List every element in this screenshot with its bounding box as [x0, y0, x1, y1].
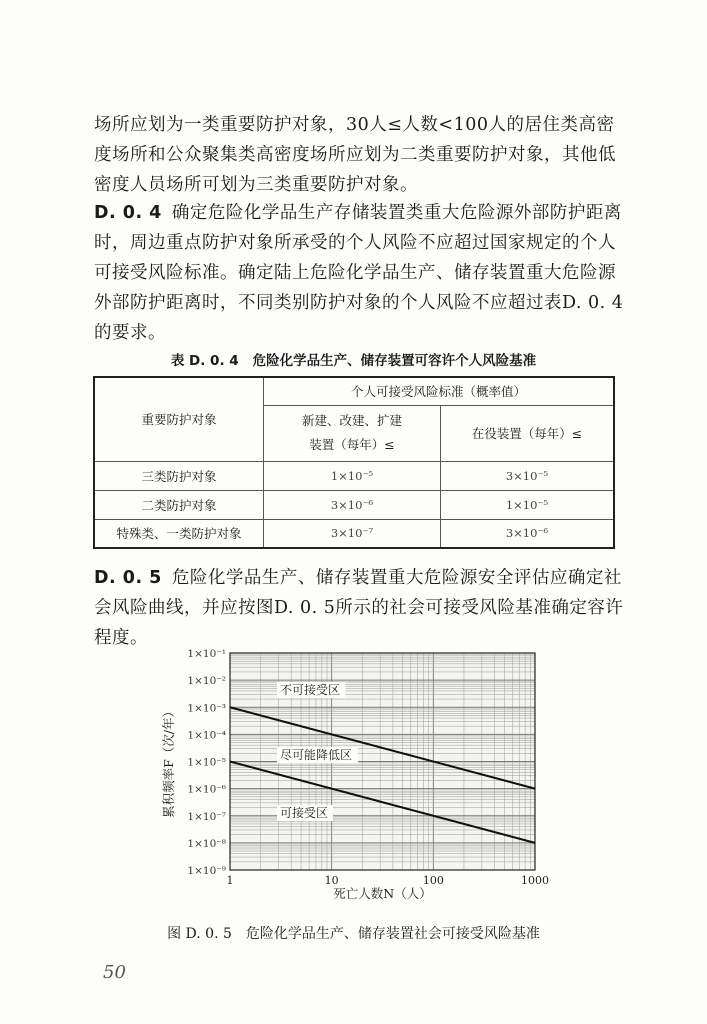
table-row	[94, 461, 614, 490]
table-number: 表 D. 0. 4	[170, 353, 239, 369]
clause-d04	[94, 198, 624, 348]
header-existing: 在役装置（每年）≤	[441, 405, 615, 461]
y-tick-label: 1×10⁻⁸	[187, 837, 226, 850]
clause-d05	[94, 563, 624, 653]
row-object: 三类防护对象	[94, 461, 264, 490]
y-tick-label: 1×10⁻⁶	[187, 783, 226, 796]
header-object: 重要防护对象	[94, 377, 264, 461]
paragraph-continued	[94, 110, 624, 200]
y-tick-label: 1×10⁻⁷	[187, 810, 226, 823]
x-tick-label: 10	[324, 874, 339, 887]
x-axis-label: 死亡人数N（人）	[333, 886, 432, 900]
risk-table	[93, 376, 615, 549]
figure-caption	[0, 923, 707, 943]
row-existing-value: 1×10⁻⁵	[441, 490, 615, 519]
y-tick-label: 1×10⁻⁹	[187, 865, 226, 877]
table-row	[94, 519, 614, 548]
annotation-text: 可接受区	[280, 806, 329, 820]
y-tick-label: 1×10⁻⁵	[187, 756, 226, 769]
clause-text: 确定危险化学品生产存储装置类重大危险源外部防护距离时，周边重点防护对象所承受的个人风险不应超过国家规定的个人可接受风险标准。确定陆上危险化学品生产、储存装置重大危险源外部防护距离时，不同类别防护对象的个人风险不应超过表D. 0. 4的要求。	[94, 203, 624, 343]
table-row	[94, 490, 614, 519]
y-tick-label: 1×10⁻³	[187, 702, 226, 715]
row-existing-value: 3×10⁻⁶	[441, 519, 615, 548]
x-tick-label: 1000	[521, 874, 549, 887]
social-risk-chart	[150, 645, 570, 900]
table-title: 危险化学品生产、储存装置可容许个人风险基准	[252, 353, 537, 369]
region-annotation	[277, 805, 333, 821]
row-new-value: 3×10⁻⁷	[264, 519, 441, 548]
y-tick-label: 1×10⁻⁴	[187, 729, 226, 742]
x-tick-label: 100	[422, 874, 444, 887]
row-new-value: 1×10⁻⁵	[264, 461, 441, 490]
annotation-text: 不可接受区	[280, 683, 341, 697]
clause-number: D. 0. 4	[94, 203, 162, 223]
annotation-text: 尽可能降低区	[280, 748, 353, 762]
region-annotation	[277, 682, 346, 698]
figure-number: 图 D. 0. 5	[167, 926, 232, 942]
x-tick-label: 1	[226, 874, 234, 887]
table-caption	[0, 349, 707, 369]
header-new	[264, 405, 441, 461]
y-tick-label: 1×10⁻²	[187, 675, 226, 688]
paragraph-text: 场所应划为一类重要防护对象，30人≤人数<100人的居住类高密度场所和公众聚集类高密度场所应划为二类重要防护对象，其他低密度人员场所可划为三类重要防护对象。	[94, 115, 616, 195]
clause-text: 危险化学品生产、储存装置重大危险源安全评估应确定社会风险曲线，并应按图D. 0. 5所示的社会可接受风险基准确定容许程度。	[94, 568, 624, 648]
region-annotation	[277, 747, 358, 763]
header-group: 个人可接受风险标准（概率值）	[264, 377, 615, 405]
row-new-value: 3×10⁻⁶	[264, 490, 441, 519]
row-existing-value: 3×10⁻⁵	[441, 461, 615, 490]
figure-title: 危险化学品生产、储存装置社会可接受风险基准	[245, 926, 540, 942]
row-object: 二类防护对象	[94, 490, 264, 519]
page-number: 50	[103, 962, 126, 983]
clause-number: D. 0. 5	[94, 568, 162, 588]
header-new-line2: 装置（每年）≤	[309, 437, 395, 452]
y-axis-label: 累积频率F（次/年）	[161, 705, 176, 818]
row-object: 特殊类、一类防护对象	[94, 519, 264, 548]
header-new-line1: 新建、改建、扩建	[301, 413, 402, 428]
y-tick-label: 1×10⁻¹	[187, 648, 226, 660]
